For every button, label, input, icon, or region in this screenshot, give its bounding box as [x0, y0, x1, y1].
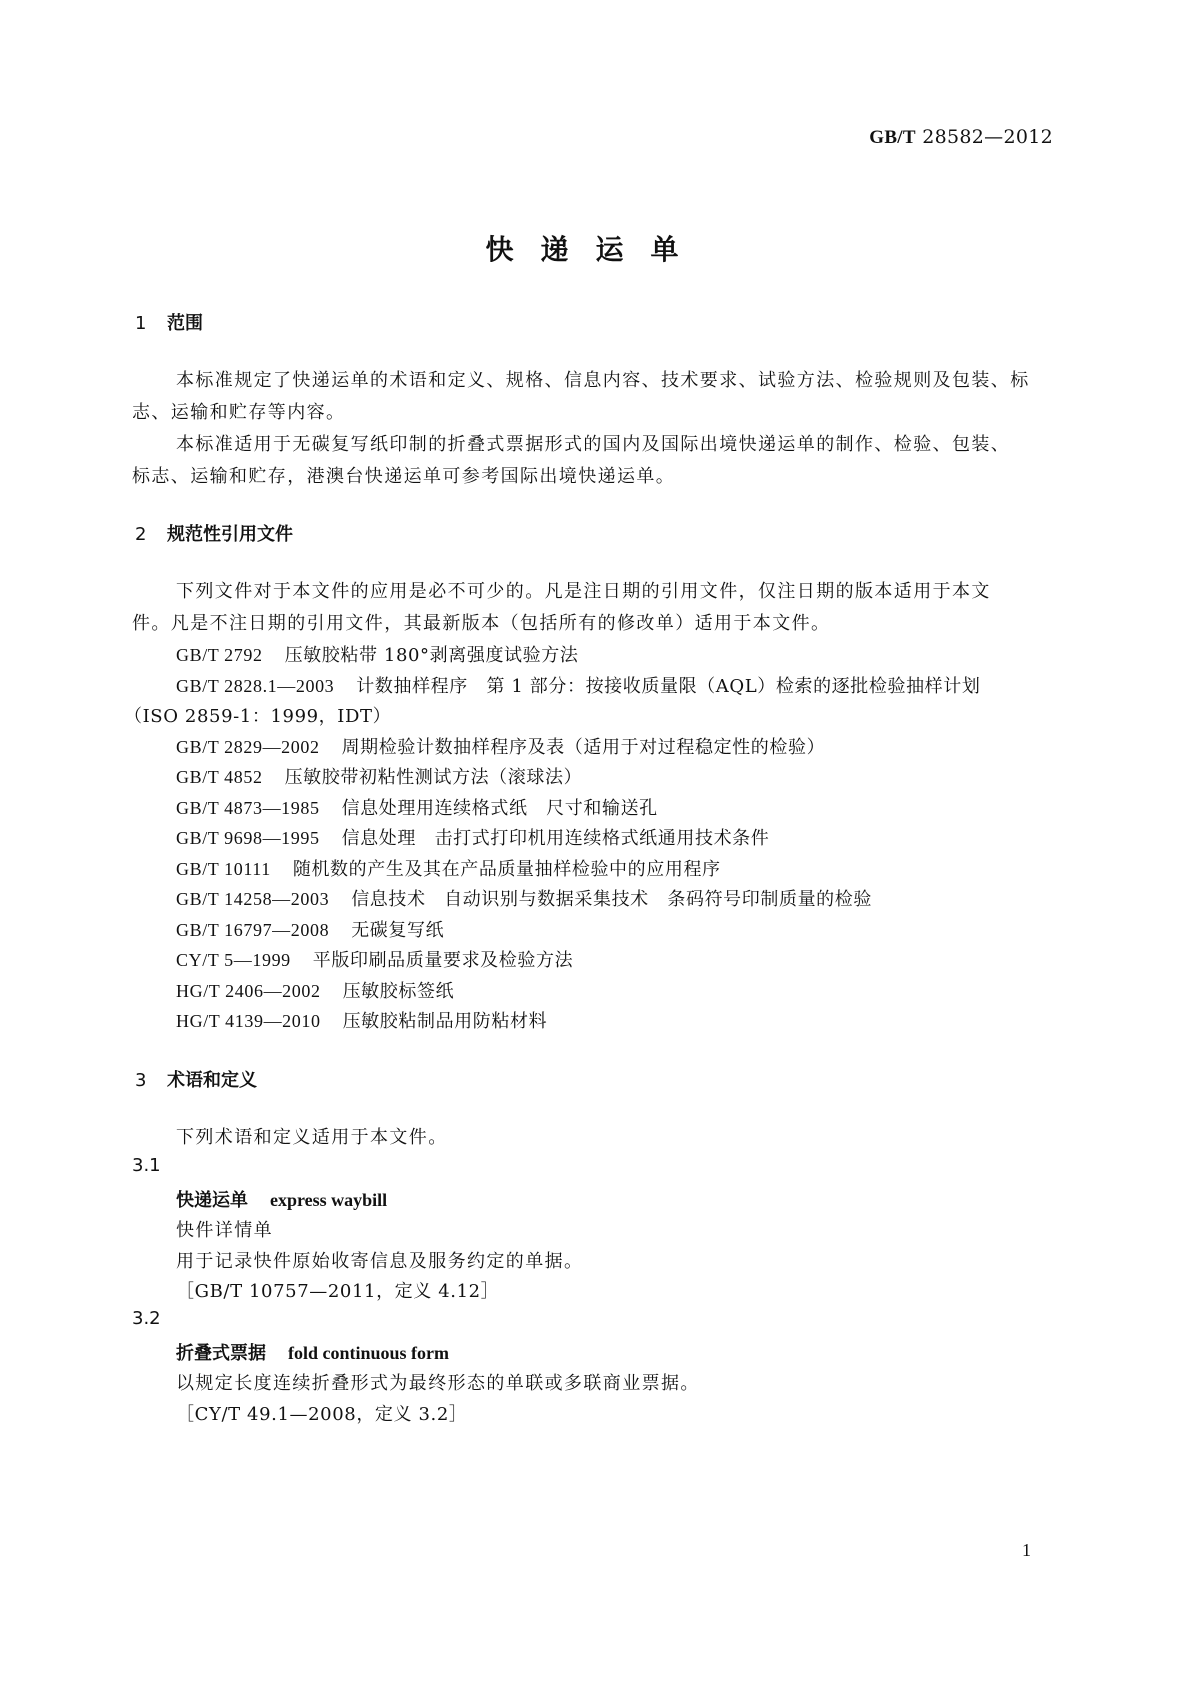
paragraph: 下列文件对于本文件的应用是必不可少的。凡是注日期的引用文件，仅注日期的版本适用于本文 — [176, 581, 991, 602]
reference-item: GB/T 2828.1—2003 计数抽样程序 第 1 部分：按接收质量限（AQL）检索的逐批检验抽样计划 — [176, 676, 981, 697]
reference-item-continued: （ISO 2859-1：1999，IDT） — [124, 706, 392, 727]
reference-item: GB/T 16797—2008 无碳复写纸 — [176, 920, 445, 941]
term-source: ［GB/T 10757—2011，定义 4.12］ — [176, 1281, 500, 1302]
term-source: ［CY/T 49.1—2008，定义 3.2］ — [176, 1404, 468, 1425]
reference-item: GB/T 4852 压敏胶带初粘性测试方法（滚球法） — [176, 767, 583, 788]
paragraph: 标志、运输和贮存，港澳台快递运单可参考国际出境快递运单。 — [132, 466, 676, 487]
reference-item: HG/T 2406—2002 压敏胶标签纸 — [176, 981, 455, 1002]
section-heading-2: 2 规范性引用文件 — [135, 524, 293, 545]
reference-item: GB/T 10111 随机数的产生及其在产品质量抽样检验中的应用程序 — [176, 859, 721, 880]
reference-item: GB/T 4873—1985 信息处理用连续格式纸 尺寸和输送孔 — [176, 798, 658, 819]
term-heading: 快递运单 express waybill — [176, 1190, 388, 1211]
section-heading-1: 1 范围 — [135, 313, 203, 334]
term-number: 3.1 — [132, 1155, 161, 1176]
section-heading-3: 3 术语和定义 — [135, 1070, 257, 1091]
paragraph: 下列术语和定义适用于本文件。 — [176, 1127, 448, 1148]
paragraph: 件。凡是不注日期的引用文件，其最新版本（包括所有的修改单）适用于本文件。 — [132, 613, 831, 634]
paragraph: 志、运输和贮存等内容。 — [132, 402, 346, 423]
paragraph: 本标准适用于无碳复写纸印制的折叠式票据形式的国内及国际出境快递运单的制作、检验、包装、 — [176, 434, 1011, 455]
paragraph: 本标准规定了快递运单的术语和定义、规格、信息内容、技术要求、试验方法、检验规则及包装、标 — [176, 370, 1030, 391]
term-definition: 用于记录快件原始收寄信息及服务约定的单据。 — [176, 1251, 584, 1272]
reference-item: GB/T 14258—2003 信息技术 自动识别与数据采集技术 条码符号印制质量的检验 — [176, 889, 872, 910]
term-definition: 以规定长度连续折叠形式为最终形态的单联或多联商业票据。 — [176, 1373, 700, 1394]
term-number: 3.2 — [132, 1308, 161, 1329]
term-heading: 折叠式票据 fold continuous form — [176, 1343, 450, 1364]
standard-number: GB/T 28582—2012 — [869, 126, 1053, 148]
reference-item: GB/T 2829—2002 周期检验计数抽样程序及表（适用于对过程稳定性的检验） — [176, 737, 826, 758]
reference-item: GB/T 2792 压敏胶粘带 180°剥离强度试验方法 — [176, 645, 579, 666]
page-number: 1 — [1022, 1540, 1031, 1560]
reference-item: HG/T 4139—2010 压敏胶粘制品用防粘材料 — [176, 1011, 548, 1032]
reference-item: CY/T 5—1999 平版印刷品质量要求及检验方法 — [176, 950, 574, 971]
document-title: 快递运单 — [485, 233, 706, 266]
reference-item: GB/T 9698—1995 信息处理 击打式打印机用连续格式纸通用技术条件 — [176, 828, 770, 849]
term-alternative: 快件详情单 — [176, 1220, 273, 1241]
